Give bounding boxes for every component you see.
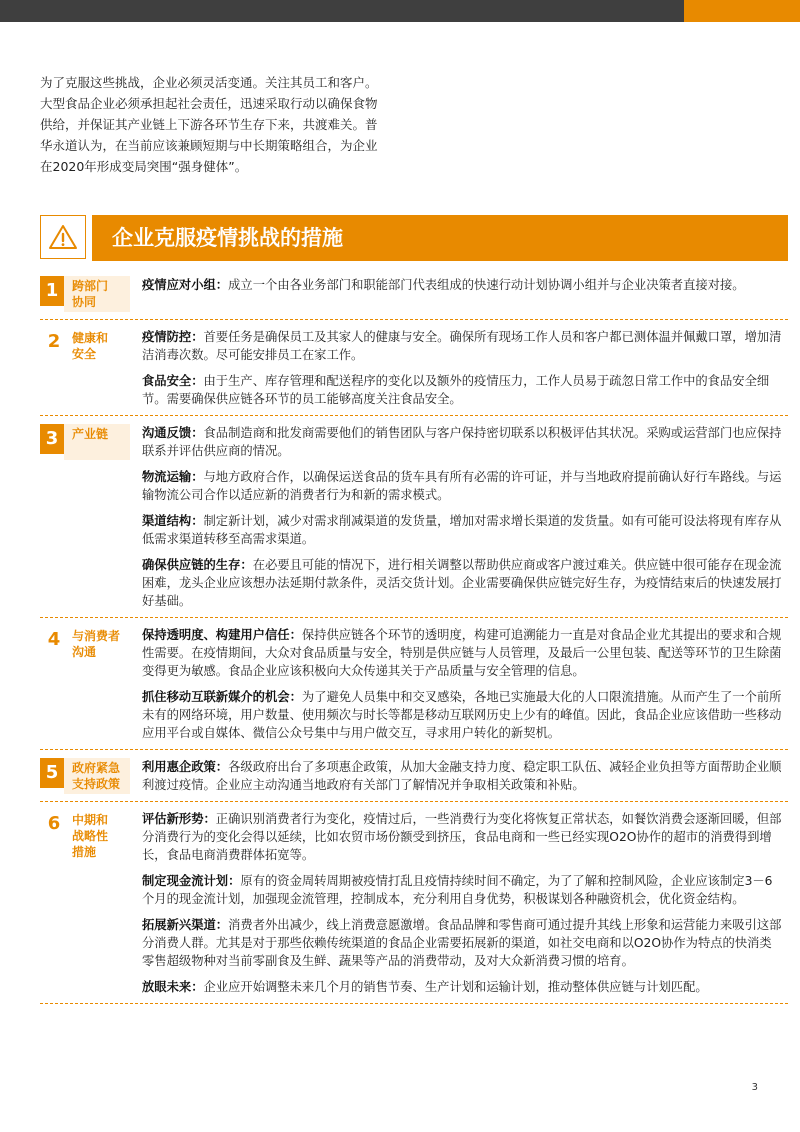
row-number-cell <box>40 424 64 610</box>
measure-label: 放眼未来： <box>142 980 204 994</box>
intro-paragraph: 为了克服这些挑战，企业必须灵活变通。关注其员工和客户。大型食品企业必须承担起社会责任，迅速采取行动以确保食物供给，并保证其产业链上下游各环节生存下来，共渡难关。普华永道认为，在当前应该兼顾短期与中长期策略组合，为企业在2020年形成变局突围“强身健体”。 <box>40 75 378 174</box>
measure-item <box>142 512 784 548</box>
measure-label: 确保供应链的生存： <box>142 558 253 572</box>
category-line: 支持政策 <box>72 777 121 791</box>
row-number: 3 <box>40 424 64 454</box>
measure-item <box>142 810 784 864</box>
category-line: 战略性 <box>72 829 109 843</box>
row-content <box>130 626 788 742</box>
measure-label: 食品安全： <box>142 374 204 388</box>
row-number-cell <box>40 626 64 742</box>
row-category <box>64 328 130 408</box>
measure-item <box>142 372 784 408</box>
warning-icon <box>48 223 78 251</box>
category-line: 安全 <box>72 347 97 361</box>
measure-item <box>142 468 784 504</box>
row-number-cell <box>40 328 64 408</box>
row-content <box>130 276 788 312</box>
category-line: 跨部门 <box>72 279 109 293</box>
measure-label: 疫情应对小组： <box>142 278 229 292</box>
measure-text: 由于生产、库存管理和配送程序的变化以及额外的疫情压力，工作人员易于疏忽日常工作中的食品安全细节。需要确保供应链各环节的员工能够高度关注食品安全。 <box>142 374 770 406</box>
measure-row <box>40 618 788 750</box>
row-number-cell <box>40 810 64 996</box>
category-line: 政府紧急 <box>72 761 121 775</box>
category-line: 沟通 <box>72 645 97 659</box>
measure-text: 成立一个由各业务部门和职能部门代表组成的快速行动计划协调小组并与企业决策者直接对接。 <box>228 278 745 292</box>
category-line: 健康和 <box>72 331 109 345</box>
measure-text: 制定新计划，减少对需求削减渠道的发货量，增加对需求增长渠道的发货量。如有可能可设法将现有库存从低需求渠道转移至高需求渠道。 <box>142 514 782 546</box>
measures-table <box>40 268 788 1004</box>
measure-text: 保持供应链各个环节的透明度，构建可追溯能力一直是对食品企业尤其提出的要求和合规性需要。在疫情期间，大众对食品质量与安全，特别是供应链与人员管理，及最后一公里包装、配送等环节的卫生除菌变得更为敏感。食品企业应该积极向大众传递其关于产品质量与安全管理的信息。 <box>142 628 782 678</box>
measure-item <box>142 872 784 908</box>
measure-label: 抓住移动互联新媒介的机会： <box>142 690 302 704</box>
measure-label: 沟通反馈： <box>142 426 204 440</box>
measure-label: 保持透明度、构建用户信任： <box>142 628 302 642</box>
measure-text: 消费者外出减少，线上消费意愿激增。食品品牌和零售商可通过提升其线上形象和运营能力来吸引这部分消费人群。尤其是对于那些依赖传统渠道的食品企业需要拓展新的渠道，如社交电商和以O2O协作为特点的快消类零售超级物种对当前零副食及生鲜、蔬果等产品的消费带动，及对大众新消费习惯的培育。 <box>142 918 782 968</box>
measure-text: 首要任务是确保员工及其家人的健康与安全。确保所有现场工作人员和客户都已测体温并佩戴口罩，增加清洁消毒次数。尽可能安排员工在家工作。 <box>142 330 782 362</box>
measure-item <box>142 424 784 460</box>
measure-row <box>40 268 788 320</box>
measure-label: 评估新形势： <box>142 812 216 826</box>
measure-label: 制定现金流计划： <box>142 874 241 888</box>
measure-row <box>40 320 788 416</box>
measure-label: 渠道结构： <box>142 514 204 528</box>
row-content <box>130 328 788 408</box>
measure-text: 各级政府出台了多项惠企政策，从加大金融支持力度、稳定职工队伍、减轻企业负担等方面帮助企业顺利渡过疫情。企业应主动沟通当地政府有关部门了解情况并争取相关政策和补贴。 <box>142 760 782 792</box>
measure-item <box>142 276 784 294</box>
row-number: 5 <box>40 758 64 788</box>
row-category <box>64 810 130 996</box>
category-line: 与消费者 <box>72 629 121 643</box>
measure-label: 利用惠企政策： <box>142 760 229 774</box>
row-category <box>64 626 130 742</box>
measure-row <box>40 750 788 802</box>
row-number-cell <box>40 758 64 794</box>
row-category <box>64 276 130 312</box>
measure-text: 为了避免人员集中和交叉感染，各地已实施最大化的人口限流措施。从而产生了一个前所未有的网络环境，用户数量、使用频次与时长等都是移动互联网历史上少有的峰值。因此，食品企业应该借助一些移动应用平台或自媒体、微信公众号集中与用户做交互，寻求用户转化的新契机。 <box>142 690 782 740</box>
measure-label: 物流运输： <box>142 470 204 484</box>
row-number-cell <box>40 276 64 312</box>
measure-label: 疫情防控： <box>142 330 204 344</box>
measure-item <box>142 556 784 610</box>
row-content <box>130 810 788 996</box>
measure-row <box>40 802 788 1004</box>
measure-label: 拓展新兴渠道： <box>142 918 229 932</box>
category-line: 措施 <box>72 845 97 859</box>
measure-text: 食品制造商和批发商需要他们的销售团队与客户保持密切联系以积极评估其状况。采购或运营部门也应保持联系并评估供应商的情况。 <box>142 426 782 458</box>
measure-text: 原有的资金周转周期被疫情打乱且疫情持续时间不确定，为了了解和控制风险，企业应该制定3－6个月的现金流计划，加强现金流管理，控制成本，充分利用自身优势，积极谋划各种融资机会，优化资金结构。 <box>142 874 773 906</box>
measure-item <box>142 978 784 996</box>
measure-text: 正确识别消费者行为变化，疫情过后，一些消费行为变化将恢复正常状态，如餐饮消费会逐渐回暖，但部分消费行为的变化会得以延续，比如农贸市场份额受到挤压，食品电商和一些已经实现O2O协作的超市的消费得到增长，食品电商消费群体拓宽等。 <box>142 812 782 862</box>
section-header <box>40 215 788 261</box>
row-number: 1 <box>40 276 64 306</box>
measure-item <box>142 758 784 794</box>
measure-row <box>40 416 788 618</box>
top-bar-accent <box>684 0 800 22</box>
row-category <box>64 424 130 460</box>
measure-text: 与地方政府合作，以确保运送食品的货车具有所有必需的许可证，并与当地政府提前确认好行车路线。与运输物流公司合作以适应新的消费者行为和新的需求模式。 <box>142 470 782 502</box>
section-title: 企业克服疫情挑战的措施 <box>92 215 788 261</box>
warning-icon-box <box>40 215 86 259</box>
category-line: 协同 <box>72 295 97 309</box>
measure-item <box>142 626 784 680</box>
page-number: 3 <box>751 1082 758 1093</box>
measure-item <box>142 916 784 970</box>
row-number: 4 <box>47 629 61 650</box>
row-number: 2 <box>47 331 61 352</box>
measure-text: 企业应开始调整未来几个月的销售节奏、生产计划和运输计划，推动整体供应链与计划匹配。 <box>203 980 708 994</box>
category-line: 中期和 <box>72 813 109 827</box>
measure-item <box>142 328 784 364</box>
row-category <box>64 758 130 794</box>
top-bar <box>0 0 684 22</box>
row-content <box>130 424 788 610</box>
row-content <box>130 758 788 794</box>
measure-text: 在必要且可能的情况下，进行相关调整以帮助供应商或客户渡过难关。供应链中很可能存在现金流困难，龙头企业应该想办法延期付款条件，灵活交货计划。企业需要确保供应链完好生存，为疫情结束后的快速发展打好基础。 <box>142 558 782 608</box>
row-number: 6 <box>47 813 61 834</box>
measure-item <box>142 688 784 742</box>
category-line: 产业链 <box>72 427 109 441</box>
